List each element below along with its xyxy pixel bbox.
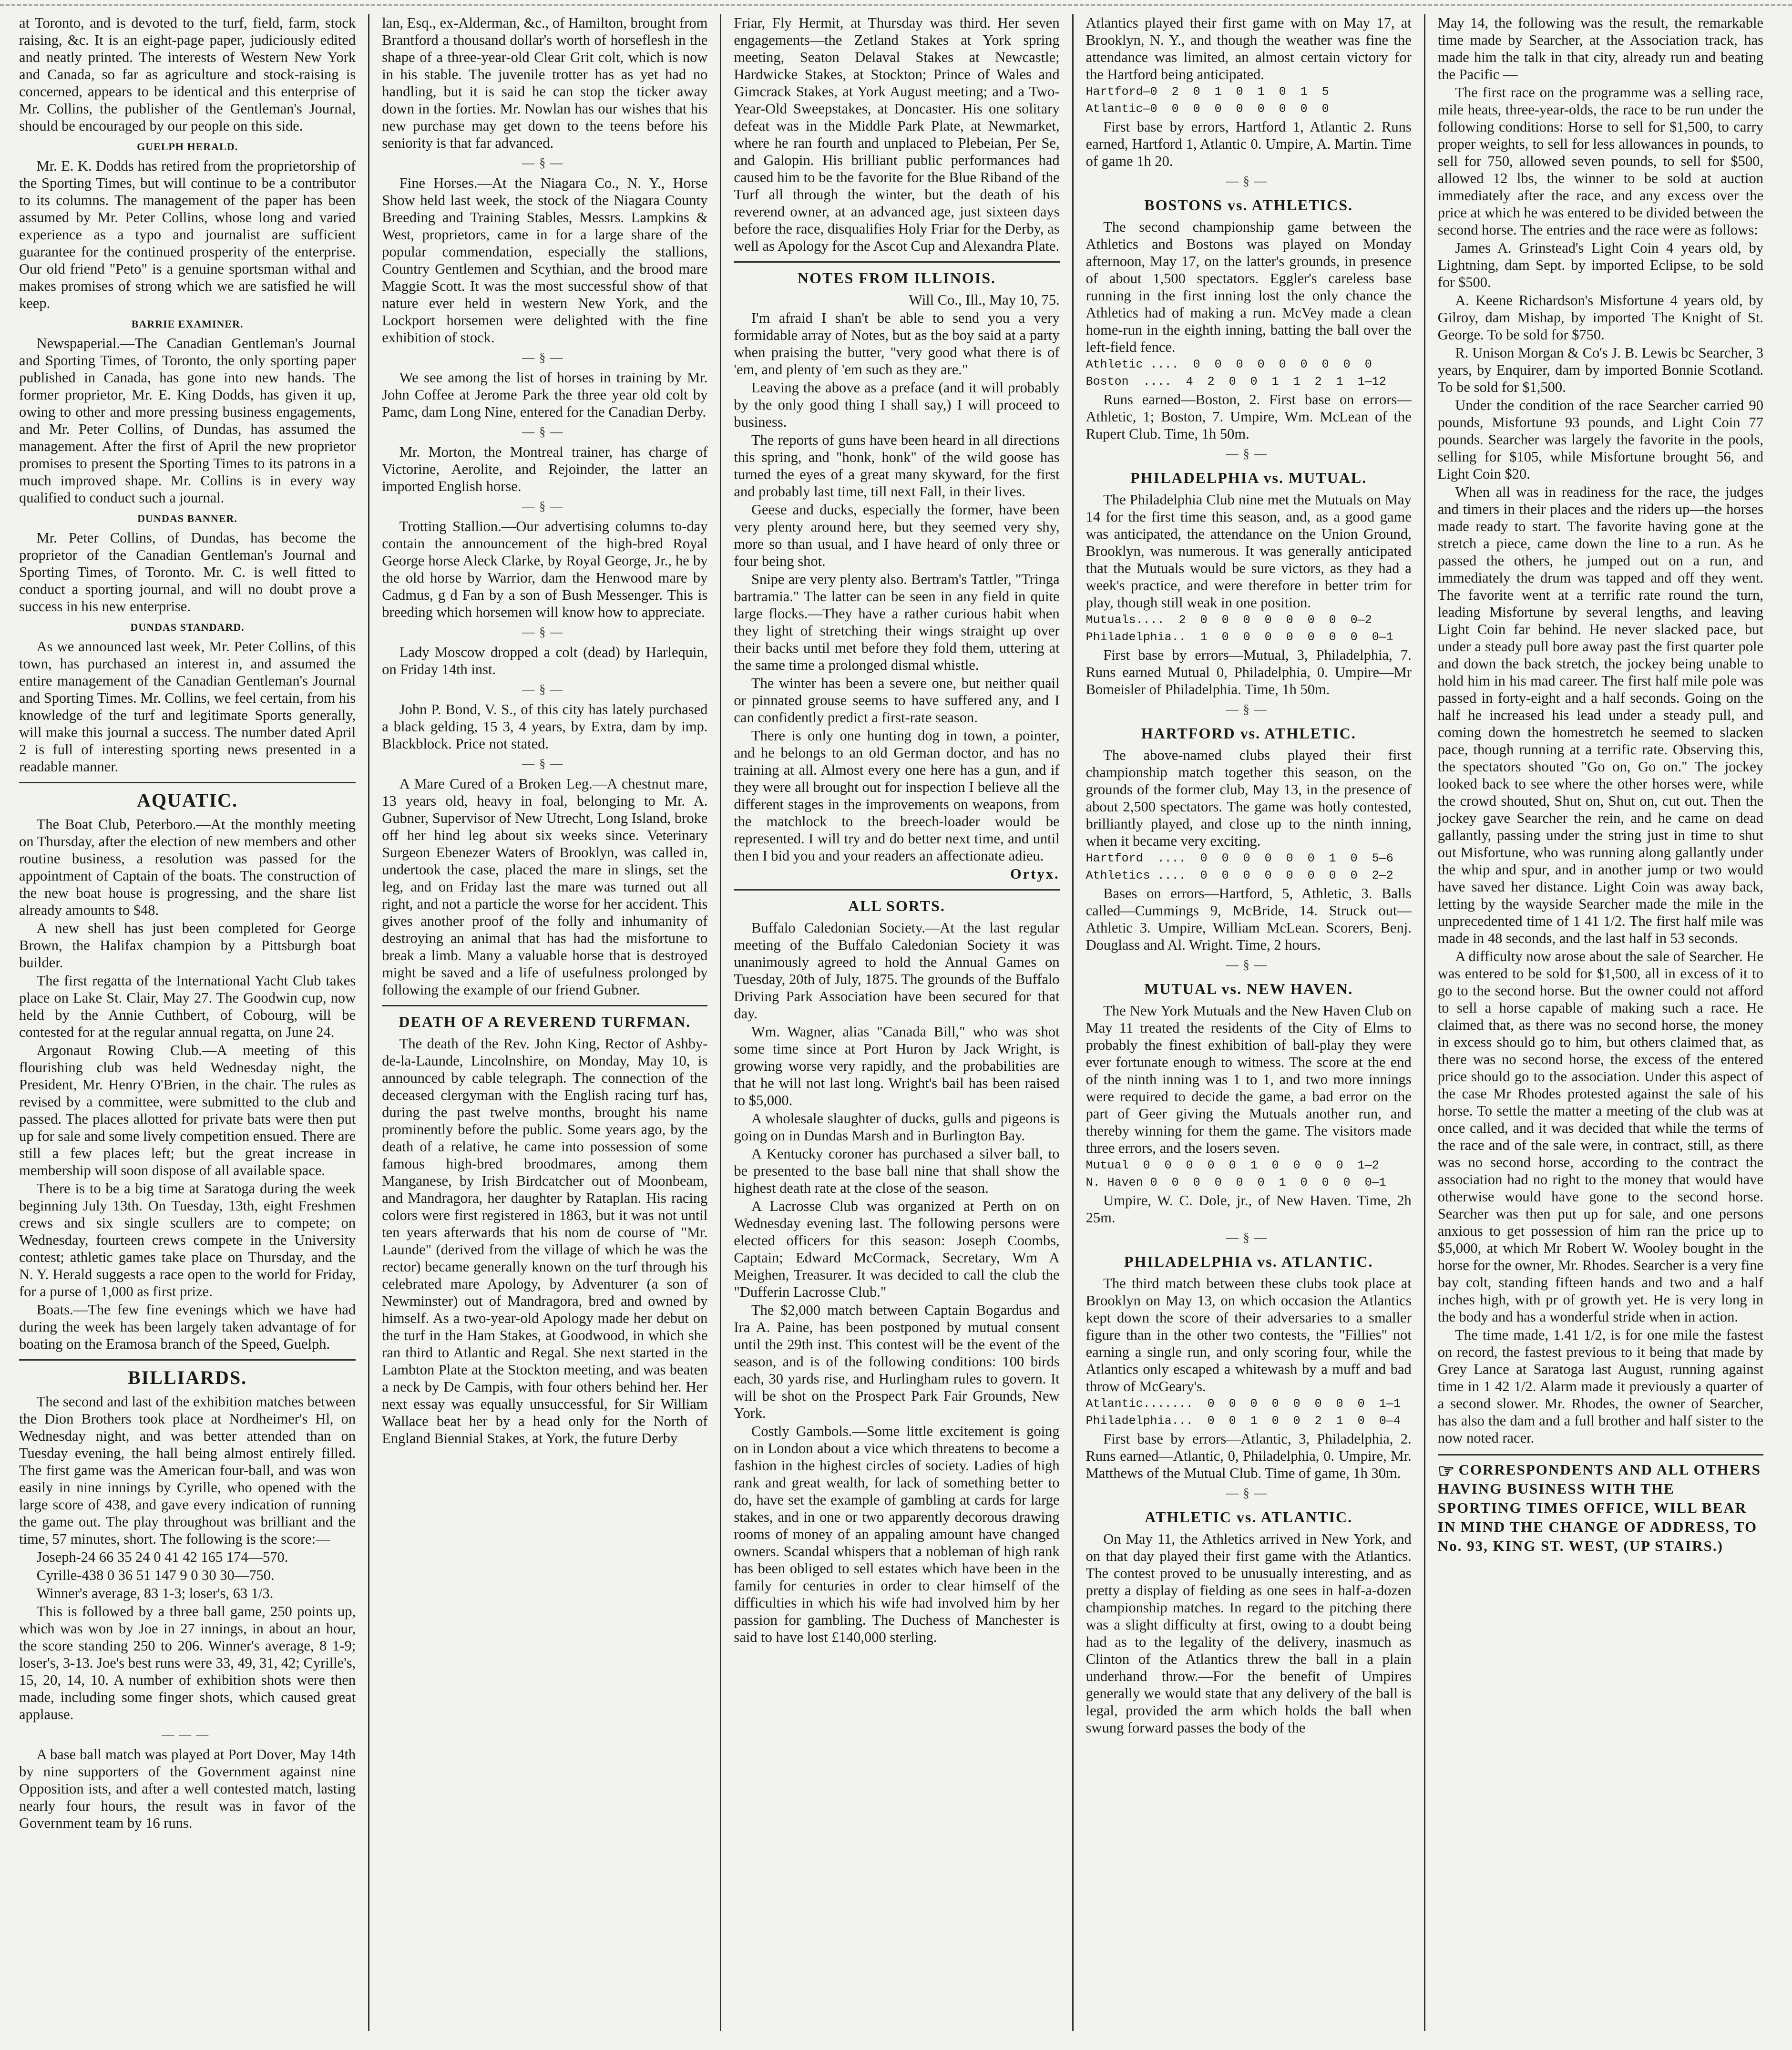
article-paragraph: First base by errors, Hartford 1, Atlantic 2. Runs earned, Hartford 1, Atlantic 0. Umpire, A. Martin. Time of game 1h 20.	[1085, 119, 1412, 169]
article-paragraph: Leaving the above as a preface (and it will probably by the only good thing I shall say,) I will proceed to business.	[734, 379, 1060, 430]
columns	[16, 14, 1776, 2031]
article-paragraph: Atlantics played their first game with on May 17, at Brooklyn, N. Y., and though the weather was fine the attendance was limited, an almost certain victory for the Hartford being anticipated.	[1085, 15, 1412, 82]
article-paragraph: Boats.—The few fine evenings which we have had during the week has been largely taken advantage of for boating on the Eramosa branch of the Speed, Guelph.	[19, 1302, 356, 1352]
article-paragraph: at Toronto, and is devoted to the turf, field, farm, stock raising, &c. It is an eight-page paper, judiciously edited and neatly printed. The interests of Western New York and Canada, so far as agriculture and stock-raising is concerned, appears to be identical and this enterprise of Mr. Collins, the publisher of the Gentleman's Journal, should be encouraged by our people on this side.	[19, 15, 356, 134]
article-paragraph: Mr. Morton, the Montreal trainer, has charge of Victorine, Aerolite, and Rejoinder, the latter an imported English horse.	[382, 444, 708, 494]
section-rule	[734, 261, 1059, 263]
section-rule	[19, 782, 356, 783]
article-paragraph: A Lacrosse Club was organized at Perth on on Wednesday evening last. The following persons were elected officers for this season: Joseph Coombs, Captain; Edward McCormack, Secretary, Wm A Meighen, Treasurer. It was decided to call the club the "Dufferin Lacrosse Club."	[734, 1198, 1060, 1300]
article-paragraph: The New York Mutuals and the New Haven Club on May 11 treated the residents of the City of Elms to probably the finest exhibition of ball-play they were ever fortunate enough to witness. The score at the end of the ninth inning was 1 to 1, and two more innings were required to decide the game, a bad error on the part of Geer giving the Mutuals another run, and thereby winning for them the game. The visitors made three errors, and the losers seven.	[1085, 1003, 1412, 1156]
score-line: Philadelphia... 0 0 1 0 0 2 1 0 0—4	[1085, 1414, 1401, 1428]
article-paragraph: The Philadelphia Club nine met the Mutuals on May 14 for the first time this season, and, as a good game was anticipated, the attendance on the Union Ground, Brooklyn, was numerous. It was generally anticipated that the Mutuals would be sure victors, as they had a week's practice, and were therefore in better trim for play, though still weak in one position.	[1085, 492, 1412, 611]
section-heading-all-sorts: ALL SORTS.	[848, 897, 945, 914]
score-line: Boston .... 4 2 0 0 1 1 2 1 1—12	[1085, 375, 1386, 389]
top-border	[0, 4, 1792, 12]
article-paragraph: Lady Moscow dropped a colt (dead) by Harlequin, on Friday 14th inst.	[382, 644, 708, 677]
article-paragraph: Snipe are very plenty also. Bertram's Tattler, "Tringa bartramia." The latter can be seen in any field in quite large flocks.—They have a rather curious habit when they light of stretching their wings straight up over their backs until met before they fold them, uttering at the same time a prolonged dismal whistle.	[734, 571, 1060, 673]
article-paragraph: Runs earned—Boston, 2. First base on errors—Athletic, 1; Boston, 7. Umpire, Wm. McLean of the Rupert Club. Time, 1h 50m.	[1085, 391, 1412, 442]
separator-ornament: —§—	[522, 350, 568, 364]
article-paragraph: When all was in readiness for the race, the judges and timers in their places and the riders up—the horses made ready to start. The favorite having gone at the stretch a piece, came down the line to a run. As he passed the others, he jumped out on a run, and immediately the drum was tapped and off they went. The favorite went at a terrific rate round the turn, leading Misfortune by several lengths, and leaving Light Coin far behind. He never slacked pace, but under a steady pull bore away past the first quarter pole and down the back stretch, the jockey being unable to hold him in his mad career. The first half mile pole was passed in forty-eight and a half seconds. Going on the half he increased his lead under a steady pull, and coming down the homestretch he seemed to slacken pace, though running at a terrific rate. Observing this, the spectators shouted "Go on, Go on." The jockey looked back to see where the other horses were, while the crowd shouted, Shut on, Shut on, cut out. Then the jockey gave Searcher the rein, and he came on dead gallantly, passing under the string just in time to shut out Misfortune, who was running along gallantly under the whip and spur, and in another jump or two would have saved her distance. Light Coin was away back, letting by the wayside Searcher made the mile in the unprecedented time of 1 41 1/2. The first half mile was made in 48 seconds, and the last half in 53 seconds.	[1437, 484, 1763, 946]
article-paragraph: Mr. Peter Collins, of Dundas, has become the proprietor of the Canadian Gentleman's Journal and Sporting Times, of Toronto. Mr. C. is well fitted to conduct a sporting journal, and will no doubt prove a success in his new enterprise.	[19, 530, 356, 615]
article-paragraph: James A. Grinstead's Light Coin 4 years old, by Lightning, dam Sept. by imported Eclipse, to be sold for $500.	[1437, 240, 1763, 290]
article-paragraph: Wm. Wagner, alias "Canada Bill," who was shot some time since at Port Huron by Jack Wright, is growing worse very rapidly, and the probabilities are that he will not last long. Wright's bail has been raised to $5,000.	[734, 1024, 1060, 1108]
article-paragraph: John P. Bond, V. S., of this city has lately purchased a black gelding, 15 3, 4 years, by Extra, dam by imp. Blackblock. Price not stated.	[382, 701, 708, 752]
score-line: Atlantic....... 0 0 0 0 0 0 0 0 1—1	[1085, 1397, 1401, 1411]
article-paragraph: There is to be a big time at Saratoga during the week beginning July 13th. On Tuesday, 13th, eight Freshmen crews and six single scullers are to compete; on Wednesday, fourteen crews compete in the University contest; athletic games take place on Thursday, and the N. Y. Herald suggests a race open to the world for Friday, for a purse of 1,000 as first prize.	[19, 1180, 356, 1300]
section-rule	[382, 1005, 707, 1006]
signature: Ortyx.	[1010, 866, 1060, 882]
change-of-address-notice	[1438, 1454, 1763, 1556]
article-paragraph: The first regatta of the International Yacht Club takes place on Lake St. Clair, May 27. The Goodwin cup, now held by the Annie Cuthbert, of Cobourg, will be contested for at the regular annual regatta, on June 24.	[19, 973, 356, 1040]
article-paragraph: Newspaperial.—The Canadian Gentleman's Journal and Sporting Times, of Toronto, the only sporting paper published in Canada, has gone into new hands. The former proprietor, Mr. E. King Dodds, has given it up, owing to other and more pressing business engagements, and Mr. Peter Collins, of Dundas, has assumed the management. After the first of April the new proprietor promises to present the Sporting Times to its patrons in a much improved shape. Mr. Collins is in every way qualified to conduct such a journal.	[19, 335, 356, 506]
article-paragraph: The $2,000 match between Captain Bogardus and Ira A. Paine, has been postponed by mutual consent until the 29th inst. This contest will be the event of the season, and is of the following conditions: 100 birds each, 30 yards rise, and Hurlingham rules to govern. It will be shot on the Prospect Park Fair Grounds, New York.	[734, 1302, 1060, 1421]
article-paragraph: First base by errors—Atlantic, 3, Philadelphia, 2. Runs earned—Atlantic, 0, Philadelphia, 0. Umpire, Mr. Matthews of the Mutual Club. Time of game, 1h 30m.	[1085, 1431, 1412, 1481]
section-heading-mutual-new-haven: MUTUAL vs. NEW HAVEN.	[1144, 980, 1353, 997]
score-line: N. Haven 0 0 0 0 0 0 1 0 0 0 0—1	[1085, 1176, 1386, 1189]
score-line: Hartford—0 2 0 1 0 1 0 1 5	[1085, 85, 1329, 99]
separator-ornament: —§—	[522, 499, 568, 513]
article-paragraph: First base by errors—Mutual, 3, Philadelphia, 7. Runs earned Mutual 0, Philadelphia, 0. Umpire—Mr Bomeisler of Philadelphia. Time, 1h 50m.	[1085, 647, 1412, 697]
section-heading-billiards: BILLIARDS.	[128, 1367, 247, 1388]
article-paragraph: A wholesale slaughter of ducks, gulls and pigeons is going on in Dundas Marsh and in Burlington Bay.	[734, 1110, 1060, 1144]
separator-ornament: —§—	[1226, 1486, 1271, 1500]
article-paragraph: Fine Horses.—At the Niagara Co., N. Y., Horse Show held last week, the stock of the Niagara County Breeding and Training Stables, Messrs. Lampkins & West, proprietors, came in for a large share of the popular commendation, especially the stallions, Country Gentlemen and Scythian, and the brood mare Maggie Scott. It was the most successful show of that nature ever held in western New York, and the Lockport horsemen were delighted with the fine exhibition of stock.	[382, 175, 708, 346]
article-paragraph: This is followed by a three ball game, 250 points up, which was won by Joe in 27 innings, in about an hour, the score standing 250 to 206. Winner's average, 8 1-9; loser's, 3-13. Joe's best runs were 33, 49, 31, 42; Cyrille's, 15, 20, 14, 10. A number of exhibition shots were then made, including some finger shots, which caused great applause.	[19, 1603, 356, 1722]
article-paragraph: The winter has been a severe one, but neither quail or pinnated grouse seems to have suffered any, and I can confidently predict a first-rate season.	[734, 675, 1060, 726]
column-1	[16, 14, 368, 2031]
article-paragraph: lan, Esq., ex-Alderman, &c., of Hamilton, brought from Brantford a thousand dollar's worth of horseflesh in the shape of a three-year-old Clear Grit colt, which is now in his stable. The juvenile trotter has as yet had no handling, but it is said he can stop the ticker away down in the forties. Mr. Nowlan has our wishes that his new purchase may get down to the teens before his seniority is that far advanced.	[382, 15, 708, 151]
article-paragraph: The first race on the programme was a selling race, mile heats, three-year-olds, the race to be run under the following conditions: Horse to sell for $1,500, to carry proper weights, to sell for less allowances in pounds, to sell for 750, allowed seven pounds, to sell for $500, allowed 12 lbs, the winner to be sold at auction immediately after the race, and any excess over the price at which he was entered to be divided between the second horse. The entries and the race were as follows:	[1437, 84, 1763, 238]
separator-ornament: —§—	[522, 425, 568, 439]
article-paragraph: A Kentucky coroner has purchased a silver ball, to be presented to the base ball nine that shall show the highest death rate at the close of the season.	[734, 1146, 1060, 1196]
separator-ornament: —§—	[1226, 174, 1271, 188]
article-paragraph: Mr. E. K. Dodds has retired from the proprietorship of the Sporting Times, but will continue to be a contributor to its columns. The management of the paper has been assumed by Mr. Peter Collins, whose long and varied experience as a typo and journalist are sufficient guarantee for the continued prosperity of the enterprise. Our old friend "Peto" is a genuine sportsman withal and makes promises of strong which we are satisfied he will keep.	[19, 158, 356, 311]
score-line: Athletics .... 0 0 0 0 0 0 0 0 2—2	[1085, 869, 1393, 882]
section-heading-aquatic: AQUATIC.	[137, 789, 238, 811]
article-paragraph: The death of the Rev. John King, Rector of Ashby-de-la-Launde, Lincolnshire, on Monday, May 10, is announced by cable telegraph. The connection of the deceased clergyman with the English racing turf has, during the past twelve months, brought his name prominently before the public. Some years ago, by the death of a relative, he came into possession of some famous high-bred broodmares, among them Manganese, by Irish Birdcatcher out of Moonbeam, and Mandragora, her daughter by Rataplan. His racing colors were first registered in 1863, but it was not until ten years afterwards that his nom de course of "Mr. Launde" (derived from the village of which he was the rector) became generally known on the turf through his celebrated mare Apology, by Adventurer (a son of Newminster) out of Mandragora, bred and owned by himself. As a two-year-old Apology made her debut on the turf in the Ham Stakes, at Goodwood, in which she ran third to Atlantic and Regal. She next started in the Lambton Plate at the Stockton meeting, and was beaten a neck by De Campis, with four others behind her. Her next essay was equally unsuccessful, for Sir William Wallace beat her by a head only for the North of England Biennial Stakes, at York, the future Derby	[382, 1035, 708, 1446]
separator-ornament: —§—	[522, 682, 568, 696]
article-paragraph: Under the condition of the race Searcher carried 90 pounds, Misfortune 93 pounds, and Light Coin 77 pounds. Searcher was largely the favorite in the pools, selling for $105, while Misfortune brought 56, and Light Coin $20.	[1437, 397, 1763, 482]
section-heading-philadelphia-atlantic: PHILADELPHIA vs. ATLANTIC.	[1124, 1253, 1373, 1270]
score-line: Athletic .... 0 0 0 0 0 0 0 0 0	[1085, 358, 1372, 371]
score-line: Joseph-24 66 35 24 0 41 42 165 174—570.	[36, 1549, 288, 1565]
article-paragraph: There is only one hunting dog in town, a pointer, and he belongs to an old German doctor, and has no training at all. Almost every one here has a gun, and if they were all brought out for inspection I believe all the different stages in the improvements on weapons, from the matchlock to the breech-loader would be represented. I will try and do better next time, and until then I bid you and your readers an affectionate adieu.	[734, 728, 1060, 864]
article-paragraph: The second championship game between the Athletics and Bostons was played on Monday afternoon, May 17, on the latter's grounds, in presence of about 1,500 spectators. Eggler's careless base running in the first inning lost the only chance the Athletics had of making a run. McVey made a clean home-run in the eighth inning, batting the ball over the left-field fence.	[1085, 219, 1412, 355]
article-paragraph: The reports of guns have been heard in all directions this spring, and "honk, honk" of the wild goose has turned the eyes of a great many skyward, for the first and probably last time, till next Fall, in their lives.	[734, 432, 1060, 500]
article-paragraph: I'm afraid I shan't be able to send you a very formidable array of Notes, but as the boy said at a party when praising the butter, "very good what there is of 'em, and plenty of 'em such as they are."	[734, 310, 1060, 378]
section-heading-philadelphia-mutual: PHILADELPHIA vs. MUTUAL.	[1130, 469, 1367, 486]
separator-ornament: —§—	[522, 625, 568, 639]
section-heading-hartford-athletic: HARTFORD vs. ATHLETIC.	[1141, 725, 1356, 742]
article-paragraph: The above-named clubs played their first championship match together this season, on the grounds of the former club, May 13, in the presence of about 2,500 spectators. The game was hotly contested, brilliantly played, and close up to the ninth inning, when it became very exciting.	[1085, 747, 1412, 849]
notice-text: CORRESPONDENTS AND ALL OTHERS HAVING BUSINESS WITH THE SPORTING TIMES OFFICE, WILL BEAR IN MIND THE CHANGE OF ADDRESS, TO No. 93, KING ST. WEST, (UP STAIRS.)	[1437, 1461, 1761, 1554]
pointing-hand-icon: ☞	[1437, 1460, 1456, 1482]
source-label: DUNDAS BANNER.	[137, 512, 237, 524]
score-line: Atlantic—0 0 0 0 0 0 0 0 0	[1085, 102, 1329, 116]
section-heading-turfman: DEATH OF A REVEREND TURFMAN.	[399, 1013, 691, 1030]
article-paragraph: A Mare Cured of a Broken Leg.—A chestnut mare, 13 years old, heavy in foal, belonging to Mr. A. Gubner, Supervisor of New Utrecht, Long Island, broke off her hind leg about six weeks since. Veterinary Surgeon Ebenezer Waters of Brooklyn, was called in, undertook the case, placed the mare in slings, set the leg, and on Friday last the mare was turned out all right, and not a particle the worse for her accident. This gives another proof of the folly and inhumanity of destroying an animal that has had the misfortune to break a limb. Many a valuable horse that is destroyed might be saved and a life of usefulness prolonged by following the example of our friend Gubner.	[382, 776, 708, 998]
article-paragraph: Argonaut Rowing Club.—A meeting of this flourishing club was held Wednesday night, the President, Mr. Henry O'Brien, in the chair. The rules as revised by a committee, were submitted to the club and passed. The places allotted for private bats were then put up for sale and some lively competition ensued. There are still a few places left; but the great increase in membership will soon dispose of all available space.	[19, 1042, 356, 1179]
separator-ornament: —§—	[522, 757, 568, 770]
article-paragraph: R. Unison Morgan & Co's J. B. Lewis bc Searcher, 3 years, by Enquirer, dam by imported Bonnie Scotland. To be sold for $1,500.	[1437, 345, 1763, 395]
column-3	[720, 14, 1072, 2031]
article-paragraph: As we announced last week, Mr. Peter Collins, of this town, has purchased an interest in, and assumed the entire management of the Canadian Gentleman's Journal and Sporting Times. Mr. Collins, we feel certain, from his knowledge of the turf and legitimate Sports generally, will make this journal a success. The number dated April 2 is full of interesting sporting news presented in a readable manner.	[19, 638, 356, 775]
section-heading-athletic-atlantic: ATHLETIC vs. ATLANTIC.	[1145, 1508, 1353, 1526]
article-paragraph: A. Keene Richardson's Misfortune 4 years old, by Gilroy, dam Mishap, by imported The Knight of St. George. To be sold for $750.	[1437, 292, 1763, 343]
column-2	[368, 14, 720, 2031]
article-paragraph: A new shell has just been completed for George Brown, the Halifax champion by a Pittsburgh boat builder.	[19, 920, 356, 971]
article-paragraph: The Boat Club, Peterboro.—At the monthly meeting on Thursday, after the election of new members and other routine business, a resolution was passed for the appointment of Captain of the boats. The construction of the new boat house is progressing, and the share list already amounts to $48.	[19, 816, 356, 918]
score-line: Hartford .... 0 0 0 0 0 0 1 0 5—6	[1085, 851, 1393, 865]
article-paragraph: May 14, the following was the result, the remarkable time made by Searcher, at the Association track, has made him the talk in that city, already run and beating the Pacific —	[1437, 15, 1763, 82]
score-line: Mutual 0 0 0 0 0 1 0 0 0 0 1—2	[1085, 1158, 1379, 1172]
article-paragraph: A difficulty now arose about the sale of Searcher. He was entered to be sold for $1,500, all in excess of it to go to the second horse. But the owner could not afford to sell a horse capable of making such a race. He claimed that, as there was no second horse, the money in excess should go to him, but others claimed that, as there was no second horse, the excess of the entered price should go to the association. Under this aspect of the case Mr Rhodes protested against the sale of his horse. To settle the matter a meeting of the club was at once called, and it was decided that while the terms of the race and of the sale were, in contract, still, as there was no second horse, according to the contract the association had no right to the money that would have otherwise would have gone to the second horse. Searcher was then put up for sale, and one persons anxious to get possession of him ran the price up to $5,000, at which Mr Robert W. Wooley bought in the horse for the owner, Mr. Rhodes. Searcher is a very fine bay colt, standing fifteen hands and two and a half inches high, with pr of growth yet. He is very long in the body and has a wonderful stride when in action.	[1437, 948, 1763, 1325]
separator-ornament: —§—	[1226, 1230, 1271, 1244]
column-4	[1072, 14, 1424, 2031]
section-rule	[734, 889, 1059, 891]
section-heading-bostons-athletics: BOSTONS vs. ATHLETICS.	[1144, 196, 1353, 214]
source-label: BARRIE EXAMINER.	[131, 318, 244, 330]
article-paragraph: Costly Gambols.—Some little excitement is going on in London about a vice which threatens to become a fashion in the highest circles of society. Ladies of high rank and great wealth, for lack of something better to do, have set the example of gambling at cards for large stakes, and in one or two apparently decorous drawing rooms of money of an appaling amount have changed owners. Scandal whispers that a nobleman of high rank has been obliged to sell estates which have been in the family for centuries in order to clear himself of the difficulties in which his wife had involved him by her passion for gambling. The Duchess of Manchester is said to have lost £140,000 sterling.	[734, 1423, 1060, 1645]
score-line: Mutuals.... 2 0 0 0 0 0 0 0 0—2	[1085, 613, 1372, 627]
source-label: DUNDAS STANDARD.	[130, 621, 245, 633]
score-line: Winner's average, 83 1-3; loser's, 63 1/3.	[36, 1585, 274, 1601]
source-label: GUELPH HERALD.	[137, 141, 238, 153]
score-line: Philadelphia.. 1 0 0 0 0 0 0 0 0—1	[1085, 630, 1393, 644]
article-paragraph: Trotting Stallion.—Our advertising columns to-day contain the announcement of the high-bred Royal George horse Aleck Clarke, by Royal George, Jr., he by the old horse by Warrior, dam the Henwood mare by Cadmus, g d Fan by a son of Bush Messenger. This is breeding which horsemen will know how to appreciate.	[382, 518, 708, 620]
separator-ornament: ———	[162, 1727, 214, 1741]
article-paragraph: The time made, 1.41 1/2, is for one mile the fastest on record, the fastest previous to it being that made by Grey Lance at Saratoga last August, running against time in 1 42 1/2. Alarm made it previously a quarter of a second slower. Mr. Rhodes, the owner of Searcher, has also the dam and a full brother and half sister to the now noted racer.	[1437, 1327, 1763, 1446]
article-paragraph: Bases on errors—Hartford, 5, Athletic, 3. Balls called—Cummings 9, McBride, 14. Struck out—Athletic 3. Umpire, William McLean. Scorers, Benj. Douglass and Al. Wright. Time, 2 hours.	[1085, 885, 1412, 953]
separator-ornament: —§—	[1226, 447, 1271, 461]
section-heading-illinois: NOTES FROM ILLINOIS.	[797, 269, 996, 287]
column-5	[1424, 14, 1776, 2031]
score-line: Cyrille-438 0 36 51 147 9 0 30 30—750.	[36, 1567, 275, 1583]
article-paragraph: The third match between these clubs took place at Brooklyn on May 13, on which occasion the Atlantics kept down the score of their adversaries to a smaller figure than in the other two contests, the "Fillies" not earning a single run, and only scoring four, while the Atlantics only escaped a whitewash by a muff and bad throw of McGeary's.	[1085, 1275, 1412, 1394]
article-paragraph: A base ball match was played at Port Dover, May 14th by nine supporters of the Government against nine Opposition ists, and after a well contested match, lasting nearly four hours, the result was in favor of the Government team by 16 runs.	[19, 1746, 356, 1831]
separator-ornament: —§—	[1226, 958, 1271, 972]
article-paragraph: On May 11, the Athletics arrived in New York, and on that day played their first game with the Atlantics. The contest proved to be unusually interesting, and as pretty a display of fielding as one sees in half-a-dozen championship matches. In regard to the pitching there was a slight difficulty at first, owing to a doubt being had as to the legality of the delivery, inasmuch as Clinton of the Atlantics threw the ball in a plain underhand throw.—For the benefit of Umpires generally we would state that any delivery of the ball is legal, provided the arm which holds the ball when swung forward passes the body of the	[1085, 1531, 1412, 1736]
article-paragraph: Buffalo Caledonian Society.—At the last regular meeting of the Buffalo Caledonian Society it was unanimously agreed to hold the Annual Games on Tuesday, 20th of July, 1875. The grounds of the Buffalo Driving Park Association have been secured for that day.	[734, 920, 1060, 1022]
article-paragraph: We see among the list of horses in training by Mr. John Coffee at Jerome Park the three year old colt by Pamc, dam Long Nine, entered for the Canadian Derby.	[382, 369, 708, 420]
article-paragraph: Friar, Fly Hermit, at Thursday was third. Her seven engagements—the Zetland Stakes at York spring meeting, Seaton Delaval Stakes at Newcastle; Hardwicke Stakes, at Stockton; Prince of Wales and Gimcrack Stakes, at York August meeting; and a Two-Year-Old Sweepstakes, at Doncaster. His one solitary defeat was in the Middle Park Plate, at Newmarket, where he ran fourth and unplaced to Plebeian, Per Se, and Galopin. His brilliant public performances had caused him to be the favorite for the Blue Riband of the Turf all through the winter, but the death of his reverend owner, at an advanced age, just sixteen days before the race, disqualifies Holy Friar for the Derby, as well as Apology for the Ascot Cup and Alexandra Plate.	[734, 15, 1060, 254]
separator-ornament: —§—	[522, 156, 568, 170]
article-paragraph: The second and last of the exhibition matches between the Dion Brothers took place at Nordheimer's Hl, on Wednesday night, and was better attended than on Tuesday evening, the hall being almost entirely filled. The first game was the American four-ball, and was won easily in nine innings by Cyrille, who opened with the large score of 438, and gave every indication of running the game out. The play throughout was brilliant and the time, 57 minutes, short. The following is the score:—	[19, 1394, 356, 1547]
section-rule	[19, 1359, 356, 1361]
separator-ornament: —§—	[1226, 702, 1271, 716]
article-paragraph: Geese and ducks, especially the former, have been very plenty around here, but they seemed very shy, more so than usual, and I have heard of only three or four being shot.	[734, 502, 1060, 569]
dateline: Will Co., Ill., May 10, 75.	[909, 292, 1060, 308]
article-paragraph: Umpire, W. C. Dole, jr., of New Haven. Time, 2h 25m.	[1085, 1192, 1412, 1226]
